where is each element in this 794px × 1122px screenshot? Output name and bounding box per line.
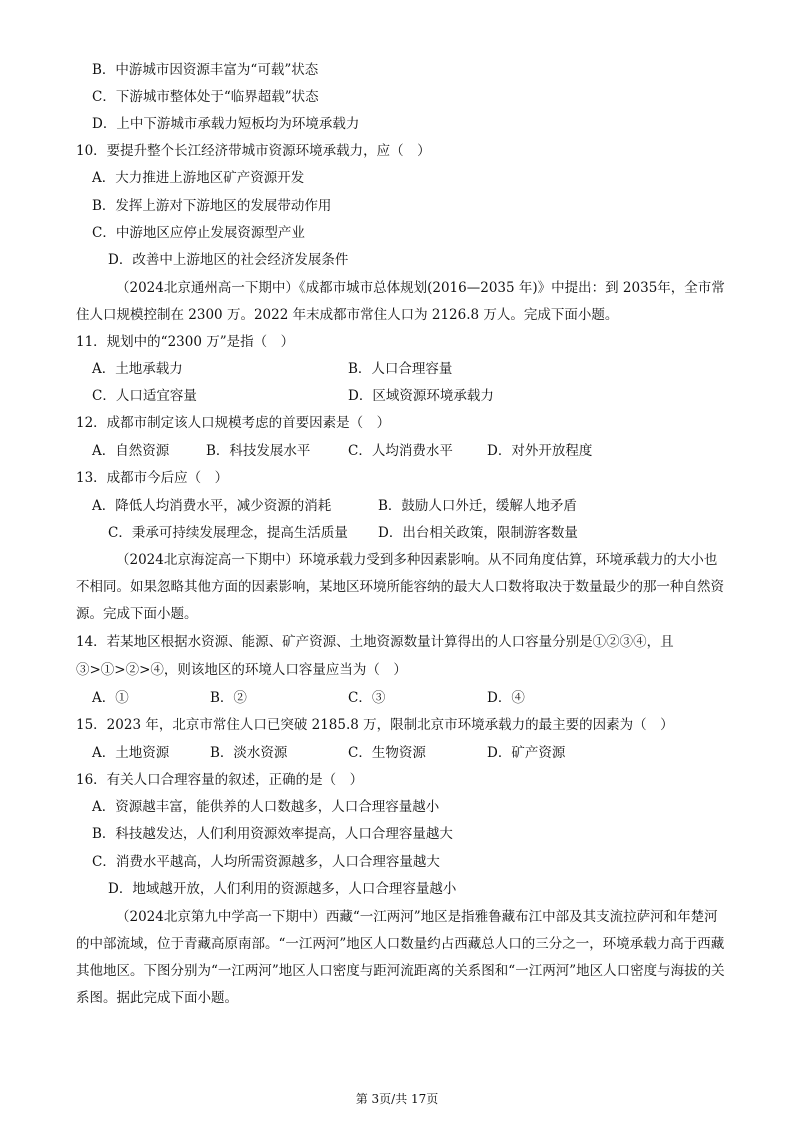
q10-stem: 10．要提升整个长江经济带城市资源环境承载力，应（ ）: [76, 143, 431, 159]
q11-options-row2: [92, 386, 494, 406]
q12-option-a: A．自然资源: [92, 443, 170, 459]
q12-option-c: C．人均消费水平: [348, 443, 453, 459]
q13-option-b: B．鼓励人口外迁，缓解人地矛盾: [378, 498, 577, 514]
q13-option-c: C．秉承可持续发展理念，提高生活质量: [108, 525, 348, 541]
q15-option-d: D．矿产资源: [487, 745, 566, 761]
q16-option-d: D．地域越开放，人们利用的资源越多，人口合理容量越小: [108, 881, 457, 897]
passage-environment-capacity: （2024北京海淀高一下期中）环境承载力受到多种因素影响。从不同角度估算，环境承载力的大小也不相同。如果忽略其他方面的因素影响，某地区环境所能容纳的最大人口数将取决于数量最少的那一种自然资源。完成下面小题。: [76, 552, 724, 622]
q16-option-b: B．科技越发达，人们利用资源效率提高，人口合理容量越大: [92, 826, 453, 842]
q10-option-a: A．大力推进上游地区矿产资源开发: [92, 170, 305, 186]
q9-option-b: B．中游城市因资源丰富为“可载”状态: [92, 62, 319, 78]
q14-stem-line1: 14．若某地区根据水资源、能源、矿产资源、土地资源数量计算得出的人口容量分别是①②③④，且: [76, 634, 674, 650]
q12-stem: 12．成都市制定该人口规模考虑的首要因素是（ ）: [76, 415, 391, 431]
q13-stem: 13．成都市今后应（ ）: [76, 470, 229, 486]
q15-option-a: A．土地资源: [92, 745, 170, 761]
q14-option-b: B．②: [210, 690, 247, 706]
q16-option-a: A．资源越丰富，能供养的人口数越多，人口合理容量越小: [92, 799, 440, 815]
q12-option-b: B．科技发展水平: [206, 443, 311, 459]
q12-options-row: [92, 441, 592, 461]
q10-option-c: C．中游地区应停止发展资源型产业: [92, 225, 305, 241]
q13-option-a: A．降低人均消费水平，减少资源的消耗: [92, 498, 332, 514]
q11-option-b: B．人口合理容量: [348, 361, 453, 377]
passage-chengdu: （2024北京通州高一下期中）《成都市城市总体规划(2016—2035 年)》中提出：到 2035年，全市常住人口规模控制在 2300 万。2022 年末成都市常住人口为 2126.8 万人。完成下面小题。: [76, 280, 725, 323]
q13-options-row1: [92, 496, 577, 516]
q16-stem: 16．有关人口合理容量的叙述，正确的是（ ）: [76, 772, 364, 788]
q9-option-c: C．下游城市整体处于“临界超载”状态: [92, 89, 319, 105]
passage-tibet: （2024北京第九中学高一下期中）西藏“一江两河”地区是指雅鲁藏布江中部及其支流拉萨河和年楚河的中部流域，位于青藏高原南部。“一江两河”地区人口数量约占西藏总人口的三分之一，环境承载力高于西藏其他地区。下图分别为“一江两河”地区人口密度与距河流距离的关系图和“一江两河”地区人口密度与海拔的关系图。据此完成下面小题。: [76, 909, 725, 1006]
q11-options-row1: [92, 359, 452, 379]
q12-option-d: D．对外开放程度: [487, 443, 593, 459]
q16-option-c: C．消费水平越高，人均所需资源越多，人口合理容量越大: [92, 854, 440, 870]
q11-option-c: C．人口适宜容量: [92, 388, 197, 404]
q13-option-d: D．出台相关政策，限制游客数量: [378, 525, 578, 541]
q9-option-d: D．上中下游城市承载力短板均为环境承载力: [92, 116, 360, 132]
q15-stem: 15．2023 年，北京市常住人口已突破 2185.8 万，限制北京市环境承载力的最主要的因素为（ ）: [76, 717, 674, 733]
q10-option-d: D．改善中上游地区的社会经济发展条件: [108, 252, 349, 268]
q11-option-a: A．土地承载力: [92, 361, 183, 377]
q15-options-row: [92, 743, 565, 763]
q13-options-row2: [108, 523, 578, 543]
q11-option-d: D．区域资源环境承载力: [348, 388, 494, 404]
q10-option-b: B．发挥上游对下游地区的发展带动作用: [92, 198, 332, 214]
q11-stem: 11．规划中的“2300 万”是指（ ）: [76, 334, 295, 350]
q14-option-a: A．①: [92, 690, 129, 706]
q14-stem-line2: ③>①>②>④，则该地区的环境人口容量应当为（ ）: [76, 662, 407, 678]
q15-option-c: C．生物资源: [348, 745, 426, 761]
q14-option-d: D．④: [487, 690, 525, 706]
q14-option-c: C．③: [348, 690, 386, 706]
q14-options-row: [92, 688, 525, 708]
page-footer: 第 3页/共 17页: [355, 1092, 439, 1106]
q15-option-b: B．淡水资源: [210, 745, 288, 761]
